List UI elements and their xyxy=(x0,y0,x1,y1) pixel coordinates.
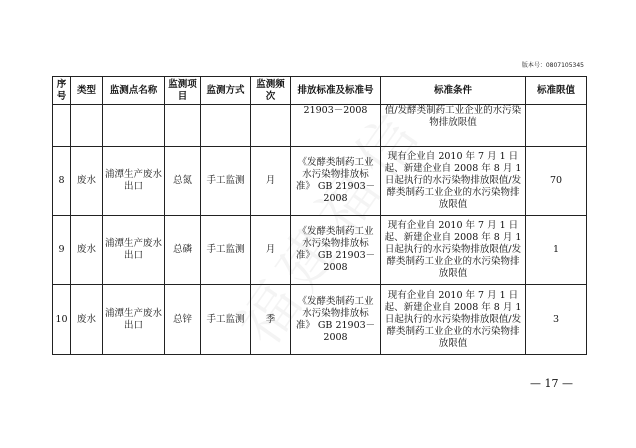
table-row-continuation xyxy=(53,105,587,147)
col-header-frequency: 监测频次 xyxy=(251,77,291,105)
cell-condition: 现有企业自 2010 年 7 月 1 日起、新建企业自 2008 年 8 月 1 日起执行的水污染物排放限值/发酵类制药工业企业的水污染物排放限值 xyxy=(381,285,526,355)
table-header-row xyxy=(53,77,587,105)
cell-point: 浦潭生产废水出口 xyxy=(103,216,165,285)
cell-standard: 《发酵类制药工业水污染物排放标准》 GB 21903－2008 xyxy=(291,147,381,216)
cell-point: 浦潭生产废水出口 xyxy=(103,285,165,355)
cell-type xyxy=(71,105,103,147)
col-header-item: 监测项目 xyxy=(165,77,201,105)
cell-limit: 70 xyxy=(526,147,587,216)
col-header-standard: 排放标准及标准号 xyxy=(291,77,381,105)
cell-frequency: 月 xyxy=(251,147,291,216)
cell-no: 9 xyxy=(53,216,71,285)
cell-no xyxy=(53,105,71,147)
col-header-condition: 标准条件 xyxy=(381,77,526,105)
version-number: 版本号：0807105345 xyxy=(521,62,584,69)
table-row xyxy=(53,285,587,355)
cell-standard: 《发酵类制药工业水污染物排放标准》 GB 21903－2008 xyxy=(291,285,381,355)
cell-item: 总磷 xyxy=(165,216,201,285)
monitoring-table xyxy=(52,76,587,355)
cell-item: 总锌 xyxy=(165,285,201,355)
col-header-no: 序号 xyxy=(53,77,71,105)
cell-limit: 1 xyxy=(526,216,587,285)
table-row xyxy=(53,216,587,285)
col-header-limit: 标准限值 xyxy=(526,77,587,105)
col-header-point: 监测点名称 xyxy=(103,77,165,105)
cell-frequency: 季 xyxy=(251,285,291,355)
col-header-type: 类型 xyxy=(71,77,103,105)
cell-method: 手工监测 xyxy=(201,216,251,285)
cell-method: 手工监测 xyxy=(201,147,251,216)
cell-item xyxy=(165,105,201,147)
cell-method: 手工监测 xyxy=(201,285,251,355)
cell-limit: 3 xyxy=(526,285,587,355)
cell-condition: 现有企业自 2010 年 7 月 1 日起、新建企业自 2008 年 8 月 1 日起执行的水污染物排放限值/发酵类制药工业企业的水污染物排放限值 xyxy=(381,147,526,216)
cell-condition: 值/发酵类制药工业企业的水污染物排放限值 xyxy=(381,105,526,147)
cell-item: 总氮 xyxy=(165,147,201,216)
col-header-method: 监测方式 xyxy=(201,77,251,105)
cell-no: 8 xyxy=(53,147,71,216)
cell-point xyxy=(103,105,165,147)
cell-frequency xyxy=(251,105,291,147)
cell-type: 废水 xyxy=(71,216,103,285)
page-number: — 17 — xyxy=(530,377,573,390)
cell-point: 浦潭生产废水出口 xyxy=(103,147,165,216)
cell-type: 废水 xyxy=(71,285,103,355)
cell-no: 10 xyxy=(53,285,71,355)
cell-type: 废水 xyxy=(71,147,103,216)
cell-method xyxy=(201,105,251,147)
cell-frequency: 月 xyxy=(251,216,291,285)
table-row xyxy=(53,147,587,216)
cell-standard: 21903－2008 xyxy=(291,105,381,147)
cell-standard: 《发酵类制药工业水污染物排放标准》 GB 21903－2008 xyxy=(291,216,381,285)
cell-condition: 现有企业自 2010 年 7 月 1 日起、新建企业自 2008 年 8 月 1 日起执行的水污染物排放限值/发酵类制药工业企业的水污染物排放限值 xyxy=(381,216,526,285)
cell-limit xyxy=(526,105,587,147)
